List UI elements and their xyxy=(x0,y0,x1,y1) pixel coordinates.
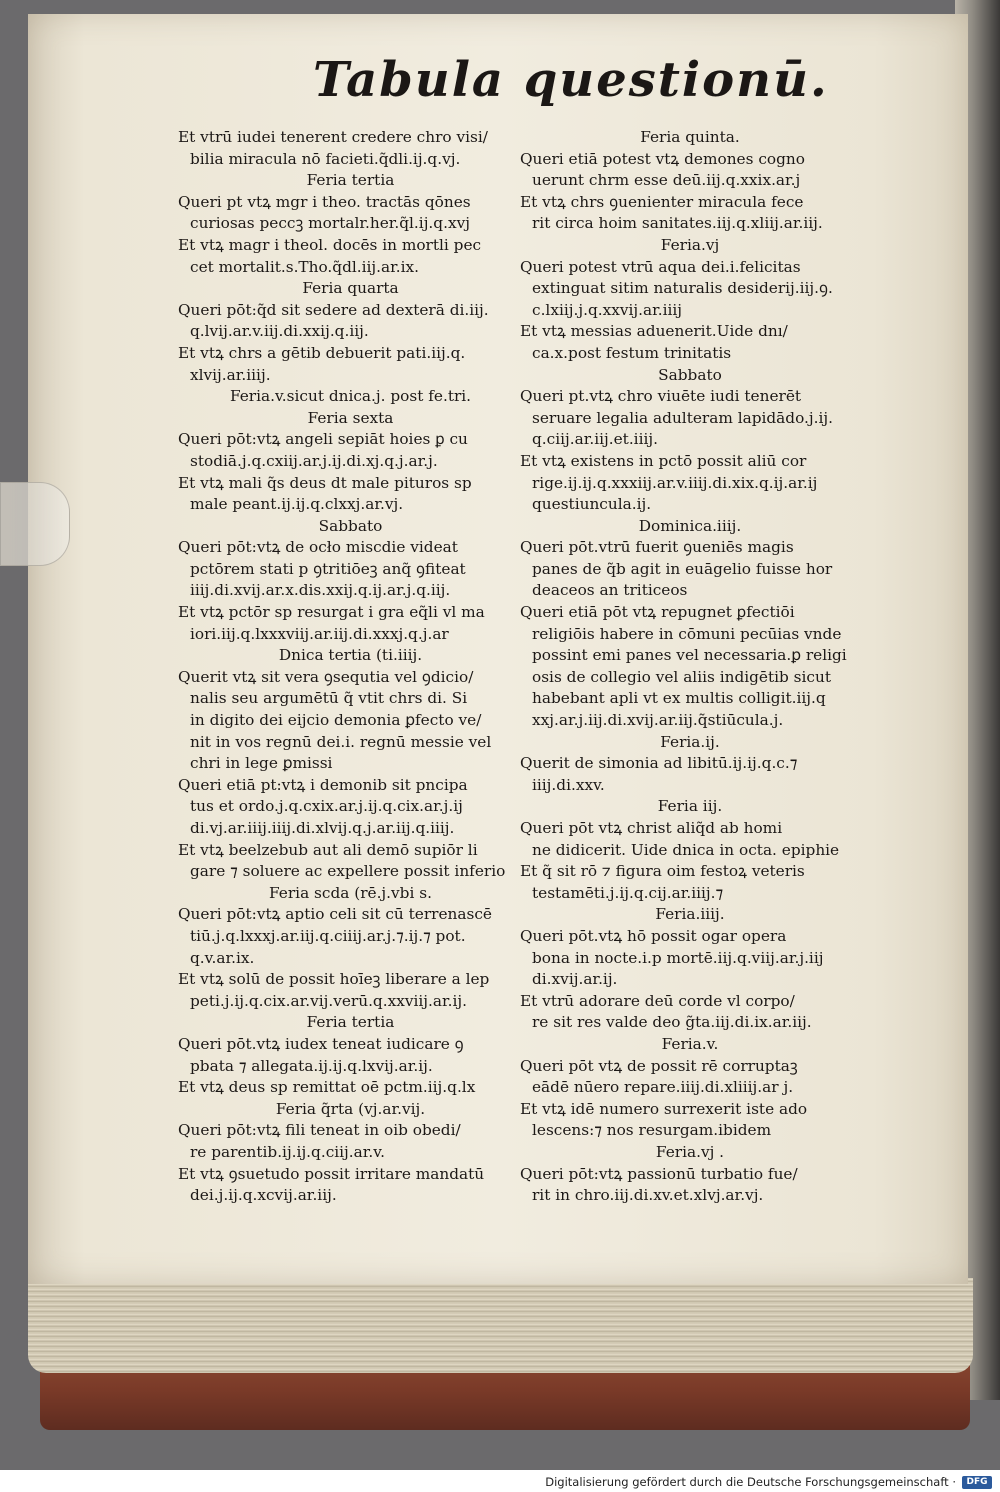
text-line: Et vtrū adorare deū corde vl corpo/ xyxy=(520,991,795,1010)
text-line: rit in chro.iij.di.xv.et.xlvj.ar.vj. xyxy=(532,1186,764,1205)
text-line: Et vtꝝ existens in pctō possit aliū cor xyxy=(520,451,807,470)
text-line: nit in vos regnū dei.i. regnū messie vel xyxy=(190,732,492,751)
text-line: Dominica.iiij. xyxy=(638,516,742,535)
text-line: Sabbato xyxy=(318,516,383,535)
text-line: Feria iij. xyxy=(657,797,723,816)
text-line: iiij.di.xvij.ar.x.dis.xxij.q.ij.ar.j.q.iij. xyxy=(190,581,451,600)
footer-bar xyxy=(0,1474,1000,1492)
text-line: gare ⁊ soluere ac expellere possit inferio xyxy=(190,862,506,881)
book-page xyxy=(28,14,968,1284)
text-line: Feria quinta. xyxy=(640,128,740,146)
text-line: Et vtꝝ deus sp remittat oē pctm.iij.q.lx xyxy=(178,1078,476,1097)
text-line: Feria tertia xyxy=(306,171,395,190)
text-line: curiosas peccꝫ mortalr.her.q̃l.ij.q.xvj xyxy=(190,214,470,233)
text-line: Et vtrū iudei tenerent credere chro visi/ xyxy=(178,128,488,146)
text-line: Feria.v. xyxy=(661,1034,719,1053)
text-line: Querit vtꝝ sit vera ꝯsequtia vel ꝯdicio/ xyxy=(178,667,474,686)
text-line: Sabbato xyxy=(658,365,722,384)
text-line: Et q̃ sit rō ⁊ figura oim festoꝝ veteris xyxy=(520,862,805,881)
text-line: testamēti.j.ij.q.cij.ar.iiij.⁊ xyxy=(532,883,724,902)
text-line: osis de collegio vel aliis indigētib sicut xyxy=(532,667,831,686)
text-line: Queri pōt:vtꝝ angeli sepiāt hoies ꝑ cu xyxy=(178,430,468,449)
text-line: possint emi panes vel necessaria.ꝑ religi xyxy=(532,646,847,665)
page-clip xyxy=(0,482,70,566)
page-edges xyxy=(28,1278,973,1373)
text-line: re sit res valde deo g̃ta.iij.di.ix.ar.iij. xyxy=(532,1013,812,1032)
text-line: seruare legalia adulteram lapidādo.j.ij. xyxy=(532,408,834,427)
text-line: pbata ⁊ allegata.ij.ij.q.lxvij.ar.ij. xyxy=(190,1056,433,1075)
text-line: Feria tertia xyxy=(306,1013,395,1032)
text-line: Et vtꝝ mali q̃s deus dt male pituros sp xyxy=(178,473,472,492)
text-line: Querit de simonia ad libitū.ij.ij.q.c.⁊ xyxy=(520,754,798,773)
text-line: Et vtꝝ magr i theol. docēs in mortli pec xyxy=(178,235,482,254)
text-line: Feria.vj . xyxy=(655,1142,725,1161)
footer-credit: Digitalisierung gefördert durch die Deutsche Forschungsgemeinschaft · xyxy=(545,1475,956,1489)
text-line: Queri pōt vtꝝ de possit rē corruptaꝫ xyxy=(520,1056,798,1075)
text-line: Feria sexta xyxy=(307,408,394,427)
text-line: Queri potest vtrū aqua dei.i.felicitas xyxy=(520,257,801,276)
text-line: deaceos an triticeos xyxy=(532,581,688,600)
text-line: chri in lege ꝑmissi xyxy=(190,754,333,773)
text-line: Et vtꝝ chrs a gētib debuerit pati.iij.q. xyxy=(178,343,466,362)
text-line: peti.j.ij.q.cix.ar.vij.verū.q.xxviij.ar.ij. xyxy=(190,991,467,1010)
text-line: Feria scda (rē.j.vbi s. xyxy=(269,883,432,902)
text-line: Queri pōt:vtꝝ aptio celi sit cū terrenascē xyxy=(178,905,492,924)
text-line: Queri pōt.vtꝝ hō possit ogar opera xyxy=(520,926,787,945)
text-line: Queri pōt.vtꝝ iudex teneat iudicare ꝯ xyxy=(178,1034,464,1053)
text-line: Queri pōt.vtrū fuerit ꝯueniēs magis xyxy=(520,538,794,557)
text-line: Et vtꝝ beelzebub aut ali demō supiōr li xyxy=(178,840,478,859)
text-line: in digito dei eijcio demonia ꝑfecto ve/ xyxy=(190,711,482,730)
text-line: lescens:⁊ nos resurgam.ibidem xyxy=(532,1121,772,1140)
text-line: Feria q̃rta (vj.ar.vij. xyxy=(275,1099,426,1118)
text-line: Et vtꝝ pctōr sp resurgat i gra eq̃li vl ma xyxy=(178,603,485,622)
text-line: Queri etiā pōt vtꝝ repugnet ꝑfectiōi xyxy=(520,603,795,622)
text-line: xxj.ar.j.iij.di.xvij.ar.iij.q̃stiūcula.j. xyxy=(532,711,784,730)
text-line: male peant.ij.ij.q.clxxj.ar.vj. xyxy=(190,495,404,514)
page-title: Tabula questionū. xyxy=(313,52,829,108)
text-line: tus et ordo.j.q.cxix.ar.j.ij.q.cix.ar.j.ij xyxy=(190,797,463,816)
text-line: rit circa hoim sanitates.iij.q.xliij.ar.iij. xyxy=(532,214,823,233)
text-line: Feria.ij. xyxy=(660,732,720,751)
right-column xyxy=(520,127,860,1207)
text-line: Queri pōt:q̃d sit sedere ad dexterā di.iij. xyxy=(178,300,489,319)
text-line: Feria.v.sicut dnica.j. post fe.tri. xyxy=(229,387,472,406)
text-line: Et vtꝝ chrs ꝯuenienter miracula fece xyxy=(520,192,804,211)
text-line: stodiā.j.q.cxiij.ar.j.ij.di.xj.q.j.ar.j. xyxy=(190,451,438,470)
text-line: rige.ij.ij.q.xxxiij.ar.v.iiij.di.xix.q.ij.ar.ij xyxy=(532,473,818,492)
text-line: iori.iij.q.lxxxviij.ar.iij.di.xxxj.q.j.ar xyxy=(190,624,449,643)
text-line: bona in nocte.i.p mortē.iij.q.viij.ar.j.iij xyxy=(532,948,824,967)
text-line: panes de q̃b agit in euāgelio fuisse hor xyxy=(532,559,833,578)
text-line: c.lxiij.j.q.xxvij.ar.iiij xyxy=(532,300,683,319)
text-line: Et vtꝝ solū de possit hoīeꝫ liberare a lep xyxy=(178,970,490,989)
text-line: tiū.j.q.lxxxj.ar.iij.q.ciiij.ar.j.⁊.ij.⁊ pot. xyxy=(190,926,466,945)
text-line: nalis seu argumētū q̃ vtit chrs di. Si xyxy=(190,689,468,708)
text-line: Et vtꝝ idē numero surrexerit iste ado xyxy=(520,1099,808,1118)
text-line: Queri pōt vtꝝ christ aliq̃d ab homi xyxy=(520,819,783,837)
text-line: Queri pt vtꝝ mgr i theo. tractās qōnes xyxy=(178,192,471,211)
text-line: q.lvij.ar.v.iij.di.xxij.q.iij. xyxy=(190,322,369,341)
text-line: questiuncula.ij. xyxy=(532,495,652,514)
text-line: habebant apli vt ex multis colligit.iij.q xyxy=(532,689,826,708)
text-line: cet mortalit.s.Tho.q̃dl.iij.ar.ix. xyxy=(190,257,420,276)
text-line: Feria quarta xyxy=(302,279,399,298)
text-line: q.v.ar.ix. xyxy=(190,948,255,967)
dfg-logo: DFG xyxy=(962,1476,992,1489)
text-line: Queri pōt:vtꝝ de ocło miscdie videat xyxy=(178,538,458,557)
text-line: Queri pōt:vtꝝ passionū turbatio fue/ xyxy=(520,1164,798,1183)
text-line: Feria.vj xyxy=(660,235,720,254)
text-line: Queri pōt:vtꝝ fili teneat in oib obedi/ xyxy=(178,1121,461,1140)
text-line: Dnica tertia (ti.iiij. xyxy=(278,646,423,665)
text-line: re parentib.ij.ij.q.ciij.ar.v. xyxy=(190,1142,385,1161)
text-line: bilia miracula nō facieti.q̃dli.ij.q.vj. xyxy=(190,149,461,168)
text-line: Queri pt.vtꝝ chro viuēte iudi tenerēt xyxy=(520,387,802,406)
text-line: eādē nūero repare.iiij.di.xliiij.ar j. xyxy=(532,1078,794,1097)
text-line: iiij.di.xxv. xyxy=(532,775,605,794)
text-line: ca.x.post festum trinitatis xyxy=(532,343,732,362)
text-line: ne didicerit. Uide dnica in octa. epiphie xyxy=(532,840,840,859)
text-line: pctōrem stati p ꝯtritiōeꝫ anq̃ ꝯfiteat xyxy=(190,559,466,578)
text-line: di.xvij.ar.ij. xyxy=(532,970,618,989)
text-line: uerunt chrm esse deū.iij.q.xxix.ar.j xyxy=(532,171,801,190)
text-line: Queri etiā potest vtꝝ demones cogno xyxy=(520,149,805,168)
text-line: Et vtꝝ messias aduenerit.Uide dnı/ xyxy=(520,322,788,341)
text-line: extinguat sitim naturalis desiderij.iij.ꝯ. xyxy=(532,279,833,298)
text-line: Queri etiā pt:vtꝝ i demonib sit pncipa xyxy=(178,775,468,794)
text-line: religiōis habere in cōmuni pecūias vnde xyxy=(532,624,842,643)
text-line: xlvij.ar.iiij. xyxy=(190,365,271,384)
text-line: dei.j.ij.q.xcvij.ar.iij. xyxy=(190,1186,337,1205)
text-line: di.vj.ar.iiij.iiij.di.xlvij.q.j.ar.iij.q.iiij. xyxy=(190,819,455,837)
text-line: Et vtꝝ ꝯsuetudo possit irritare mandatū xyxy=(178,1164,485,1183)
left-column xyxy=(178,127,523,1207)
text-line: Feria.iiij. xyxy=(655,905,725,924)
text-line: q.ciij.ar.iij.et.iiij. xyxy=(532,430,658,449)
